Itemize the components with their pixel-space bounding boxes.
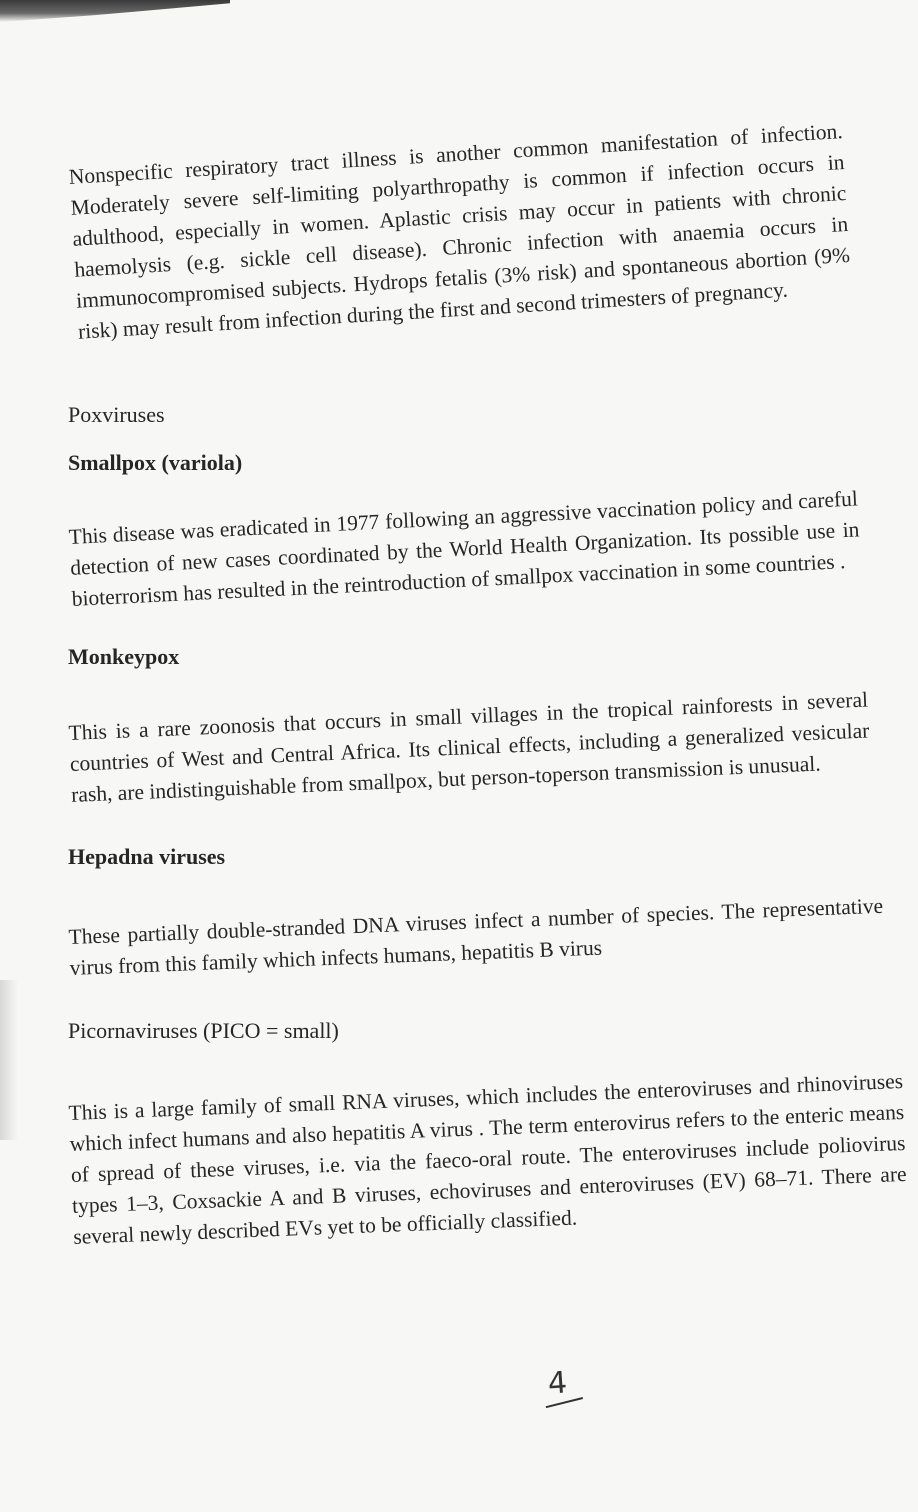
paragraph-monkeypox: This is a rare zoonosis that occurs in small villages in the tropical rainforests in several countries of West and Central Africa. Its clinical effects, including a generalized vesicular rash, are indistinguishable from smallpox, but person-toperson transmission is unusual. — [68, 686, 870, 807]
paragraph-picornaviruses: This is a large family of small RNA viruses, which includes the enteroviruses and rhinoviruses which infect humans and also hepatitis A virus . The term enterovirus refers to the enteric means of spread of these viruses, i.e. via the faeco-oral route. The enteroviruses include poliovirus types 1–3, Coxsackie A and B viruses, echoviruses and enteroviruses (EV) 68–71. There are several newly described EVs yet to be officially classified. — [68, 1068, 907, 1249]
heading-poxviruses: Poxviruses — [68, 402, 165, 427]
paragraph-smallpox: This disease was eradicated in 1977 following an aggressive vaccination policy and careful detection of new cases coordinated by the World Health Organization. Its possible use in bioterrorism has resulted in the reintroduction of smallpox vaccination in some countries . — [68, 485, 860, 611]
handwritten-page-number: 4 — [546, 1365, 569, 1402]
heading-picornaviruses: Picornaviruses (PICO = small) — [68, 1018, 339, 1043]
heading-monkeypox: Monkeypox — [68, 644, 180, 669]
heading-hepadna-viruses: Hepadna viruses — [68, 844, 226, 869]
paragraph-hepadna-viruses: These partially double-stranded DNA viruses infect a number of species. The representative virus from this family which infects humans, hepatitis B virus — [68, 893, 884, 980]
heading-smallpox: Smallpox (variola) — [68, 450, 243, 475]
scan-edge-shadow — [0, 980, 18, 1140]
scan-shadow-corner — [0, 0, 230, 22]
paragraph-parvovirus-manifestations: Nonspecific respiratory tract illness is another common manifestation of infection. Moderately severe self-limiting polyarthropathy is common if infection occurs in adulthood, especially in women. Aplastic crisis may occur in patients with chronic haemolysis (e.g. sickle cell disease). Chronic infection with anaemia occurs in immunocompromised subjects. Hydrops fetalis (3% risk) and spontaneous abortion (9% risk) may result from infection during the first and second trimesters of pregnancy. — [68, 118, 851, 344]
